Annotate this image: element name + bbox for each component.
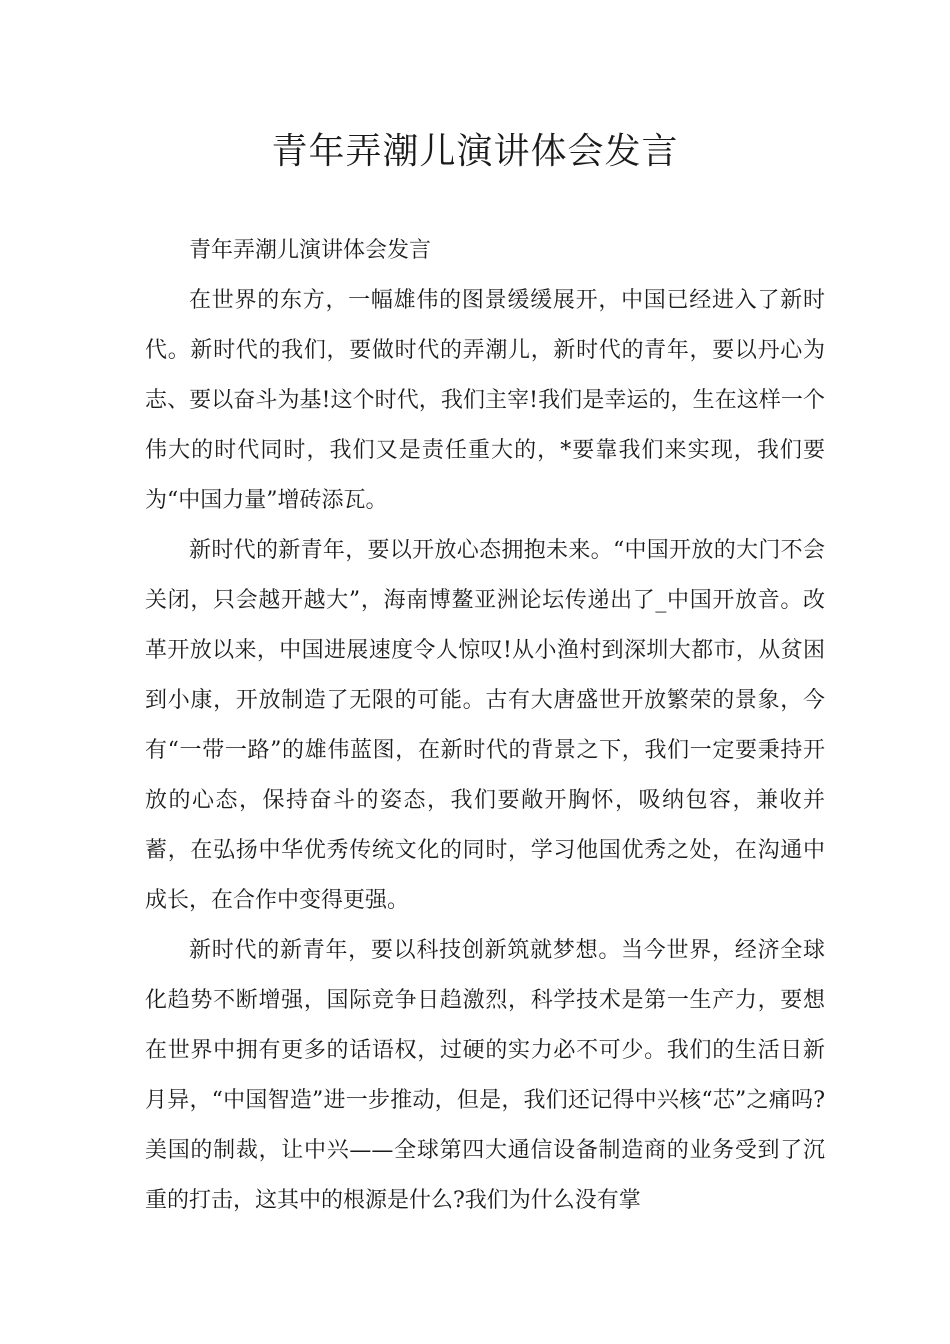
document-title: 青年弄潮儿演讲体会发言 [271, 131, 679, 172]
paragraph: 新时代的新青年，要以科技创新筑就梦想。当今世界，经济全球化趋势不断增强，国际竞争日趋激烈，科学技术是第一生产力，要想在世界中拥有更多的话语权，过硬的实力必不可少。我们的生活日新月异，“中国智造”进一步推动，但是，我们还记得中兴核“芯”之痛吗?美国的制裁，让中兴——全球第四大通信设备制造商的业务受到了沉重的打击，这其中的根源是什么?我们为什么没有掌 [145, 938, 825, 1213]
paragraph: 在世界的东方，一幅雄伟的图景缓缓展开，中国已经进入了新时代。新时代的我们，要做时代的弄潮儿，新时代的青年，要以丹心为志、要以奋斗为基!这个时代，我们主宰!我们是幸运的，生在这样一个伟大的时代同时，我们又是责任重大的，*要靠我们来实现，我们要为“中国力量”增砖添瓦。 [145, 288, 825, 513]
paragraph-subtitle: 青年弄潮儿演讲体会发言 [189, 238, 432, 263]
paragraph: 新时代的新青年，要以开放心态拥抱未来。“中国开放的大门不会关闭，只会越开越大”，海南博鳌亚洲论坛传递出了_中国开放音。改革开放以来，中国进展速度令人惊叹!从小渔村到深圳大都市，从贫困到小康，开放制造了无限的可能。古有大唐盛世开放繁荣的景象，今有“一带一路”的雄伟蓝图，在新时代的背景之下，我们一定要秉持开放的心态，保持奋斗的姿态，我们要敞开胸怀，吸纳包容，兼收并蓄，在弘扬中华优秀传统文化的同时，学习他国优秀之处，在沟通中成长，在合作中变得更强。 [145, 538, 825, 913]
document-body [145, 226, 825, 1226]
